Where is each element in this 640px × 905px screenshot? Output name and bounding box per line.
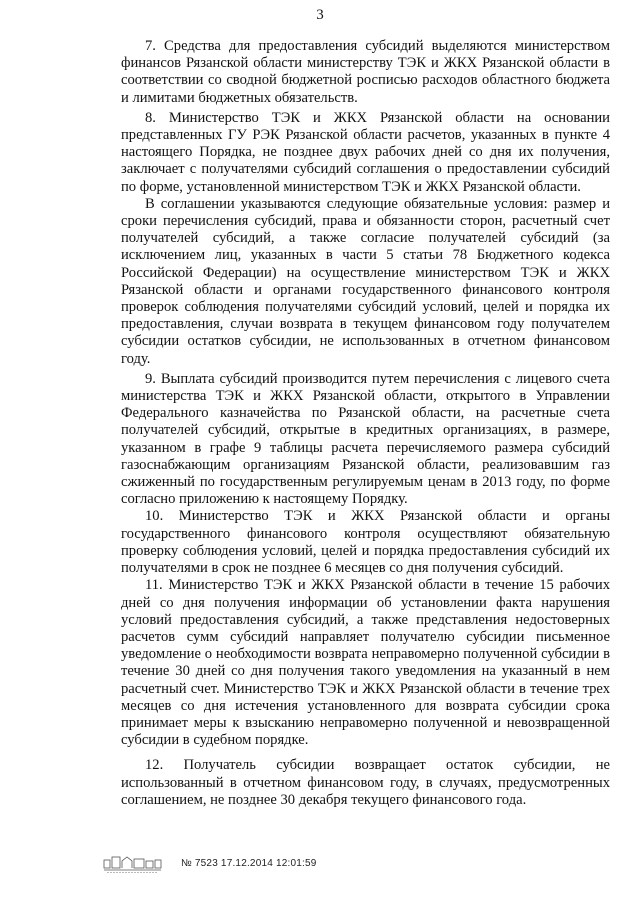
page-number: 3 [316,7,324,23]
paragraph-10: 10. Министерство ТЭК и ЖКХ Рязанской области и органы государственного финансового контроля осуществляют обязательную проверку соблюдения условий, целей и порядка предоставления субсидий их получателями в срок не позднее 6 месяцев со дня получения субсидий. [121,508,610,577]
paragraph-12: 12. Получатель субсидии возвращает остаток субсидии, не использованный в отчетном финансовом году, в случаях, предусмотренных соглашением, не позднее 30 декабря текущего финансового года. [121,757,610,808]
paragraph-agreement-conditions: В соглашении указываются следующие обязательные условия: размер и сроки перечисления субсидий, права и обязанности сторон, расчетный счет получателей субсидий, а также согласие получателей субсидий (за исключением лиц, указанных в части 5 статьи 78 Бюджетного кодекса Российской Федерации) на осуществление министерством ТЭК и ЖКХ Рязанской области и органами государственного финансового контроля проверок соблюдения получателями субсидий условий, целей и порядка их предоставления, случаи возврата в текущем финансовом году получателем субсидии остатков субсидии, не использованных в отчетном финансовом году. [121,195,610,367]
paragraph-7: 7. Средства для предоставления субсидий выделяются министерством финансов Рязанской области министерству ТЭК и ЖКХ Рязанской области в соответствии со сводной бюджетной росписью расходов областного бюджета и лимитами бюджетных обязательств. [121,38,610,106]
document-body [121,38,610,809]
registration-stamp-icon [103,852,163,874]
paragraph-8: 8. Министерство ТЭК и ЖКХ Рязанской области на основании представленных ГУ РЭК Рязанской области расчетов, указанных в пункте 4 настоящего Порядка, не позднее двух рабочих дней со дня их получения, заключает с получателями субсидий соглашения о предоставлении субсидий по форме, установленной министерством ТЭК и ЖКХ Рязанской области. [121,109,610,195]
registration-footer [103,853,316,873]
paragraph-9: 9. Выплата субсидий производится путем перечисления с лицевого счета министерства ТЭК и ЖКХ Рязанской области, открытого в Управлении Федерального казначейства по Рязанской области, на расчетные счета получателей субсидий, открытые в кредитных организациях, в размере, указанном в графе 9 таблицы расчета перечисляемого размера субсидий газоснабжающим организациям Рязанской области, реализовавшим газ сжиженный по государственным регулируемым ценам в 2013 году, по форме согласно приложению к настоящему Порядку. [121,370,610,508]
registration-number: № 7523 17.12.2014 12:01:59 [181,857,317,869]
paragraph-11: 11. Министерство ТЭК и ЖКХ Рязанской области в течение 15 рабочих дней со дня получения информации об установлении факта нарушения условий предоставления субсидий, а также представления недостоверных расчетов сумм субсидий направляет получателю субсидии письменное уведомление о необходимости возврата неправомерно полученной субсидии в течение 30 дней со дня получения такого уведомления на указанный в нем расчетный счет. Министерство ТЭК и ЖКХ Рязанской области в течение трех месяцев со дня истечения установленного для возврата субсидии срока принимает меры к взысканию неправомерно полученной и невозвращенной субсидии в судебном порядке. [121,577,610,749]
